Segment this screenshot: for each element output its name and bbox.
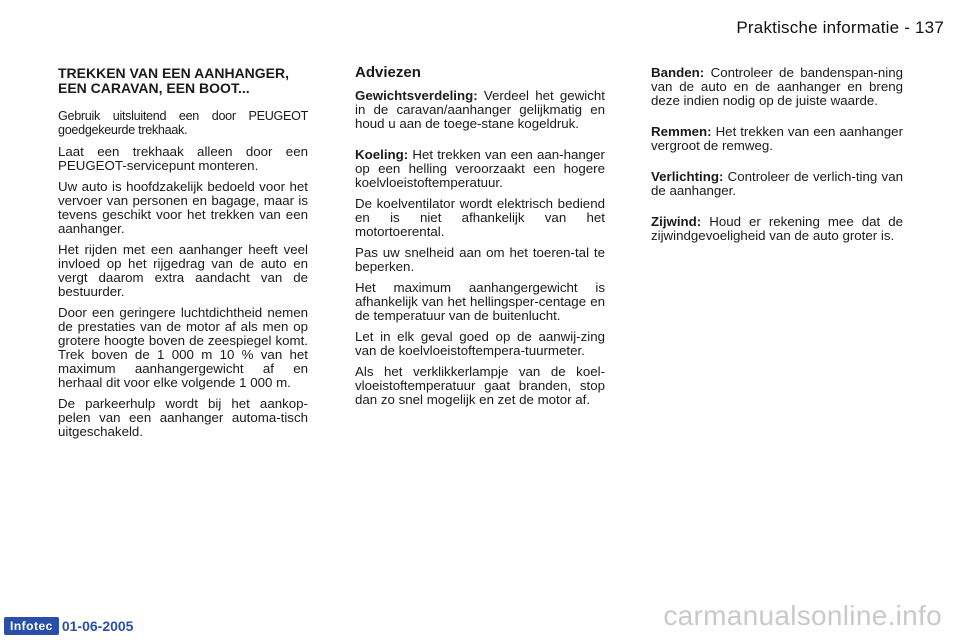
term-label: Banden: [651,65,705,80]
paragraph: De parkeerhulp wordt bij het aankop-pelen van een aanhanger automa-tisch uitgeschakeld. [58,396,308,439]
paragraph-tyres [651,66,903,108]
paragraph: Let in elk geval goed op de aanwij-zing van de koelvloeistoftempera-tuurmeter. [355,329,605,358]
term-text: Controleer de verlich-ting van de aanhanger. [651,169,903,198]
watermark: carmanualsonline.info [663,600,942,631]
paragraph-wind [651,215,903,243]
paragraph: Laat een trekhaak alleen door een PEUGEOT-servicepunt monteren. [58,144,308,173]
print-date: 01-06-2005 [61,618,134,634]
paragraph: Het rijden met een aanhanger heeft veel invloed op het rijgedrag van de auto en vergt daarom extra aandacht van de bestuurder. [58,242,308,299]
term-text: Het trekken van een aan-hanger op een helling veroorzaakt een hogere koelvloeistoftemperatuur. [355,147,605,190]
infotec-logo: Infotec [4,617,59,635]
term-text: Verdeel het gewicht in de caravan/aanhanger gelijkmatig en houd u aan de toege-stane kogeldruk. [355,88,605,131]
footer [4,617,133,635]
paragraph-cooling [355,148,605,190]
term-text: Het trekken van een aanhanger vergroot de remweg. [651,124,903,153]
paragraph: Pas uw snelheid aan om het toeren-tal te beperken. [355,245,605,274]
section-title-advice: Adviezen [355,64,421,81]
term-label: Zijwind: [651,214,702,229]
term-text: Controleer de bandenspan-ning van de auto en de aanhanger en breng deze indien nodig op de juiste waarde. [651,65,903,108]
paragraph: De koelventilator wordt elektrisch bediend en is niet afhankelijk van het motortoerental. [355,196,605,239]
term-label: Koeling: [355,147,409,162]
paragraph: Als het verklikkerlampje van de koel-vloeistoftemperatuur gaat branden, stop dan zo snel mogelijk en zet de motor af. [355,364,605,407]
term-label: Gewichtsverdeling: [355,88,478,103]
paragraph-lights [651,170,903,198]
term-label: Remmen: [651,124,712,139]
section-title-towing: TREKKEN VAN EEN AANHANGER, EEN CARAVAN, EEN BOOT... [58,65,290,96]
column-towing [58,66,308,446]
paragraph-weight [355,89,605,131]
paragraph-lead: Gebruik uitsluitend een door PEUGEOT goedgekeurde trekhaak. [58,109,308,137]
column-checks [651,66,903,250]
paragraph: Door een geringere luchtdichtheid nemen de prestaties van de motor af als men op grotere hoogte boven de zeespiegel komt. Trek boven de 1 000 m 10 % van het maximum aanhangergewicht af en herhaal dit voor elke volgende 1 000 m. [58,305,308,390]
paragraph: Het maximum aanhangergewicht is afhankelijk van het hellingsper-centage en de temperatuur van de buitenlucht. [355,280,605,323]
column-advice [355,66,605,414]
term-text: Houd er rekening mee dat de zijwindgevoeligheid van de auto groter is. [651,214,903,243]
paragraph-brakes [651,125,903,153]
page-header: Praktische informatie - 137 [736,18,944,37]
paragraph: Uw auto is hoofdzakelijk bedoeld voor het vervoer van personen en bagage, maar is tevens geschikt voor het trekken van een aanhanger. [58,179,308,236]
term-label: Verlichting: [651,169,724,184]
